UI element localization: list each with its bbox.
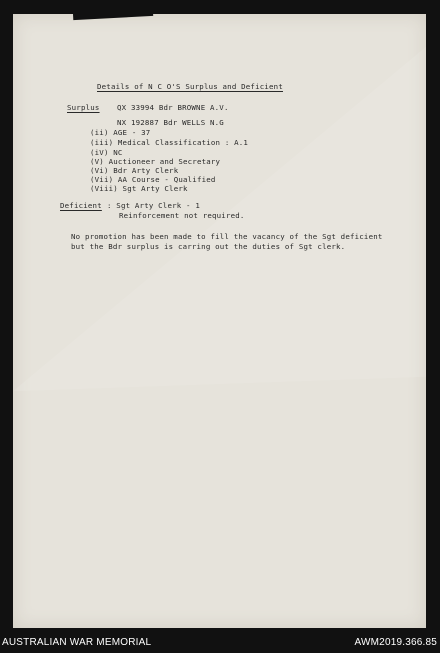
note-line: but the Bdr surplus is carring out the duties of Sgt clerk. [71,242,346,251]
footer-institution: AUSTRALIAN WAR MEMORIAL [2,637,152,648]
surplus-line: (Vi) Bdr Arty Clerk [90,166,179,175]
surplus-line: (iV) NC [90,148,123,157]
document-heading: Details of N C O'S Surplus and Deficient [97,82,283,91]
deficient-line: Reinforcement not required. [119,211,245,220]
document-page [13,14,426,628]
footer-accession-number: AWM2019.366.85 [354,637,437,648]
footer-bar [0,634,440,653]
surplus-line: (ii) AGE - 37 [90,128,151,137]
page-tear [73,14,153,20]
surplus-label: Surplus [67,103,100,112]
surplus-line: QX 33994 Bdr BROWNE A.V. [117,103,229,112]
surplus-line: NX 192887 Bdr WELLS N.G [117,118,224,127]
surplus-line: (V) Auctioneer and Secretary [90,157,221,166]
surplus-line: (iii) Medical Classification : A.1 [90,138,249,147]
surplus-line: (Viii) Sgt Arty Clerk [90,184,188,193]
deficient-label: Deficient [60,201,102,210]
deficient-line: : Sgt Arty Clerk - 1 [107,201,200,210]
surplus-line: (Vii) AA Course - Qualified [90,175,216,184]
note-line: No promotion has been made to fill the vacancy of the Sgt deficient [71,232,383,241]
